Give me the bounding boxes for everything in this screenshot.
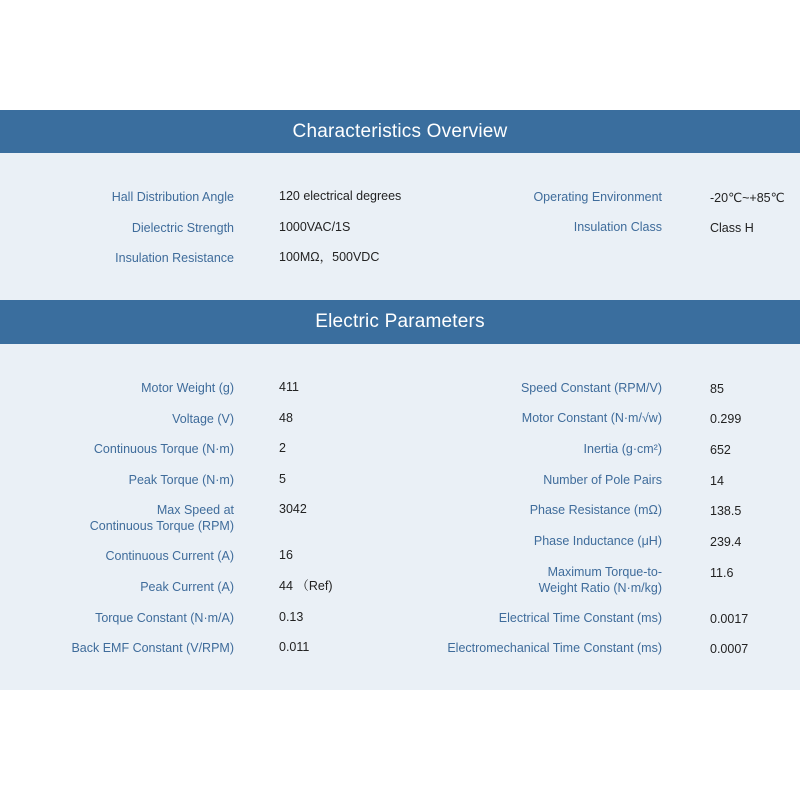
electrical-time-constant-value: 0.0017 [710,612,749,626]
torque-constant-label: Torque Constant (N·m/A) [95,611,234,625]
electric-parameters-title: Electric Parameters [315,311,485,332]
hall-distribution-angle-value: 120 electrical degrees [279,189,402,203]
operating-environment-label: Operating Environment [533,190,662,204]
insulation-class-label: Insulation Class [573,220,662,234]
phase-resistance-label: Phase Resistance (mΩ) [529,503,662,517]
torque-to-weight-ratio-label: Maximum Torque-to- Weight Ratio (N·m/kg) [538,565,662,595]
characteristics-overview-panel [0,153,800,300]
insulation-class-value: Class H [710,221,754,235]
motor-weight-label: Motor Weight (g) [141,381,234,395]
speed-constant-value: 85 [710,382,724,396]
motor-weight-value: 411 [279,380,299,394]
back-emf-constant-value: 0.011 [279,640,310,654]
phase-inductance-value: 239.4 [710,535,742,549]
electric-parameters-header [0,300,800,344]
speed-constant-label: Speed Constant (RPM/V) [520,381,662,395]
characteristics-overview-title: Characteristics Overview [292,121,508,142]
torque-to-weight-ratio-value: 11.6 [710,566,734,580]
max-speed-value: 3042 [279,502,307,516]
peak-current-label: Peak Current (A) [140,580,234,594]
peak-torque-value: 5 [279,472,286,486]
electric-parameters-panel [0,344,800,690]
insulation-resistance-value: 100MΩ，500VDC [279,250,380,264]
electromechanical-time-constant-value: 0.0007 [710,642,749,656]
continuous-torque-label: Continuous Torque (N·m) [93,442,234,456]
voltage-label: Voltage (V) [172,412,234,426]
peak-torque-label: Peak Torque (N·m) [128,473,234,487]
peak-current-value: 44 （Ref) [279,579,333,593]
back-emf-constant-label: Back EMF Constant (V/RPM) [71,641,234,655]
continuous-current-value: 16 [279,548,293,562]
pole-pairs-label: Number of Pole Pairs [543,473,662,487]
dielectric-strength-value: 1000VAC/1S [279,220,351,234]
electrical-time-constant-label: Electrical Time Constant (ms) [498,611,662,625]
dielectric-strength-label: Dielectric Strength [131,221,234,235]
pole-pairs-value: 14 [710,474,724,488]
voltage-value: 48 [279,411,293,425]
operating-environment-value: -20℃~+85℃ [710,191,785,205]
characteristics-overview-header [0,110,800,153]
continuous-current-label: Continuous Current (A) [105,549,234,563]
inertia-label: Inertia (g·cm²) [583,442,662,456]
phase-inductance-label: Phase Inductance (μH) [533,534,662,548]
motor-constant-label: Motor Constant (N·m/√w) [521,411,662,425]
max-speed-label: Max Speed at Continuous Torque (RPM) [89,503,234,533]
torque-constant-value: 0.13 [279,610,304,624]
hall-distribution-angle-label: Hall Distribution Angle [111,190,234,204]
electromechanical-time-constant-label: Electromechanical Time Constant (ms) [447,641,662,655]
insulation-resistance-label: Insulation Resistance [115,251,234,265]
phase-resistance-value: 138.5 [710,504,742,518]
inertia-value: 652 [710,443,731,457]
motor-constant-value: 0.299 [710,412,742,426]
continuous-torque-value: 2 [279,441,286,455]
